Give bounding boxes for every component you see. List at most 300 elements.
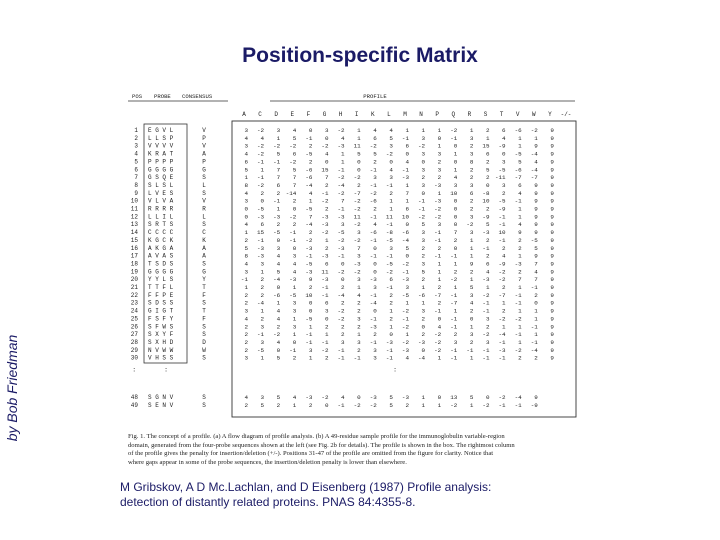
row-probe: R R R R — [148, 205, 174, 213]
matrix-cell: 6 — [389, 276, 393, 284]
row-consensus: T — [202, 284, 206, 291]
matrix-cell: -3 — [257, 213, 265, 221]
matrix-cell: 1 — [260, 166, 265, 174]
matrix-cell: 6 — [405, 142, 409, 150]
matrix-cell: 2 — [244, 346, 248, 354]
matrix-cell: 1 — [357, 331, 361, 339]
row-probe: L V E S — [148, 189, 174, 197]
matrix-cell: -2 — [418, 213, 426, 221]
row-probe: K G C K — [148, 236, 174, 244]
matrix-cell: 8 — [469, 158, 474, 166]
matrix-cell: 3 — [502, 181, 506, 189]
caption-line: domain, generated from the four-probe sequences shown at the left (see Fig. 2b for details). The profile is shown in the box. The rightmost column — [128, 441, 515, 449]
matrix-cell: 1 — [421, 299, 426, 307]
matrix-cell: -2 — [434, 205, 442, 213]
matrix-cell: 6 — [518, 181, 522, 189]
caption-line: where gaps appear in some of the probe sequences, the insertion/deletion penalty is lower than elsewhere. — [128, 458, 407, 466]
matrix-cell: 5 — [276, 268, 281, 276]
matrix-cell: 3 — [421, 229, 426, 237]
profile-matrix-svg — [120, 88, 585, 428]
matrix-cell: 4 — [260, 134, 265, 142]
matrix-cell: 2 — [437, 158, 442, 166]
matrix-cell: 4 — [244, 260, 248, 268]
amino-acid-label: A — [242, 111, 246, 118]
row-probe: G G G G — [148, 268, 174, 276]
matrix-cell: 4 — [437, 323, 442, 331]
matrix-cell: -8 — [482, 189, 490, 197]
row-position: 10 — [130, 197, 138, 205]
matrix-cell: 4 — [389, 166, 393, 174]
matrix-cell: 0 — [324, 315, 329, 323]
matrix-cell: 2 — [292, 354, 297, 362]
matrix-cell: 2 — [469, 307, 474, 315]
matrix-cell: 0 — [373, 244, 377, 252]
matrix-cell: 2 — [260, 291, 265, 299]
matrix-cell: -2 — [434, 213, 442, 221]
matrix-cell: -2 — [401, 260, 409, 268]
matrix-cell: 2 — [324, 323, 329, 331]
matrix-cell: 3 — [260, 393, 265, 401]
ellipsis: : — [393, 366, 397, 374]
matrix-cell: 2 — [308, 401, 313, 409]
row-position: 15 — [130, 236, 138, 244]
matrix-cell: 1 — [292, 284, 297, 291]
row-probe: G G G G — [148, 166, 174, 174]
row-probe: V H S S — [148, 354, 174, 362]
amino-acid-label: Y — [548, 111, 552, 118]
matrix-cell: 4 — [276, 252, 281, 260]
matrix-cell: 3 — [357, 338, 361, 346]
matrix-cell: 9 — [534, 229, 538, 237]
caption-line: of the profile gives the penalty for insertion/deletion (+/-). Positions 31-47 of the profile are omitted from the figure for clarity. Notice that — [128, 450, 494, 457]
matrix-cell: -3 — [401, 393, 409, 401]
row-consensus: S — [202, 331, 206, 339]
matrix-cell: -4 — [369, 299, 377, 307]
row-consensus: A — [202, 150, 206, 158]
header-consensus: CONSENSUS — [182, 93, 213, 100]
matrix-cell: 3 — [405, 284, 409, 291]
matrix-cell: 9 — [550, 236, 554, 244]
matrix-cell: 3 — [357, 229, 361, 237]
matrix-cell: 7 — [357, 244, 361, 252]
row-probe: C C C C — [148, 229, 174, 237]
matrix-cell: 4 — [244, 150, 248, 158]
matrix-cell: 0 — [421, 189, 426, 197]
matrix-cell: -6 — [514, 166, 522, 174]
matrix-cell: -1 — [498, 354, 506, 362]
matrix-cell: 4 — [276, 260, 281, 268]
matrix-cell: 2 — [534, 354, 538, 362]
matrix-cell: 3 — [469, 213, 474, 221]
row-consensus: S — [202, 299, 206, 307]
matrix-cell: -3 — [321, 276, 329, 284]
amino-acid-label: F — [306, 111, 311, 118]
matrix-cell: 3 — [292, 307, 297, 315]
matrix-cell: 1 — [292, 315, 297, 323]
matrix-cell: 0 — [534, 299, 538, 307]
matrix-cell: 1 — [534, 134, 538, 142]
row-position: 9 — [134, 189, 138, 197]
matrix-cell: -1 — [257, 158, 265, 166]
matrix-cell: 2 — [389, 299, 393, 307]
matrix-cell: 1 — [469, 244, 474, 252]
matrix-cell: 0 — [405, 252, 409, 260]
matrix-cell: 0 — [453, 213, 458, 221]
matrix-cell: 6 — [244, 158, 248, 166]
matrix-cell: -1 — [514, 401, 522, 409]
amino-acid-label: D — [274, 111, 279, 118]
matrix-cell: -4 — [401, 236, 409, 244]
matrix-cell: 10 — [401, 213, 409, 221]
matrix-cell: 5 — [276, 354, 281, 362]
matrix-cell: 0 — [357, 393, 361, 401]
matrix-cell: 9 — [550, 197, 554, 205]
matrix-cell: 5 — [292, 134, 297, 142]
row-consensus: G — [202, 166, 206, 174]
matrix-cell: 2 — [276, 189, 281, 197]
matrix-cell: -1 — [434, 236, 442, 244]
matrix-cell: 7 — [405, 189, 409, 197]
matrix-cell: 2 — [502, 307, 506, 315]
matrix-cell: 3 — [357, 315, 361, 323]
row-consensus: V — [202, 127, 206, 134]
matrix-cell: 2 — [469, 197, 474, 205]
matrix-cell: 6 — [276, 181, 281, 189]
matrix-cell: 0 — [341, 276, 345, 284]
matrix-cell: 5 — [485, 221, 490, 229]
matrix-cell: -1 — [514, 331, 522, 339]
matrix-cell: -3 — [369, 276, 377, 284]
row-position: 24 — [130, 307, 138, 315]
matrix-cell: -4 — [514, 393, 522, 401]
matrix-cell: -5 — [498, 166, 506, 174]
matrix-cell: -1 — [466, 346, 474, 354]
row-probe: T T F L — [148, 284, 174, 291]
matrix-cell: 2 — [292, 197, 297, 205]
matrix-cell: 0 — [453, 244, 458, 252]
row-consensus: L — [202, 213, 206, 221]
matrix-cell: 2 — [357, 299, 361, 307]
matrix-cell: 1 — [437, 401, 442, 409]
matrix-cell: -9 — [498, 142, 506, 150]
row-consensus: P — [202, 158, 206, 166]
matrix-cell: 5 — [534, 244, 538, 252]
matrix-cell: 2 — [485, 205, 490, 213]
row-probe: S X H D — [148, 338, 174, 346]
row-consensus: P — [202, 134, 206, 142]
matrix-cell: -1 — [482, 244, 490, 252]
matrix-cell: -4 — [530, 166, 538, 174]
matrix-cell: 3 — [437, 166, 442, 174]
matrix-cell: 2 — [534, 291, 538, 299]
matrix-cell: -7 — [434, 291, 442, 299]
row-probe: F S F Y — [148, 315, 174, 323]
matrix-cell: -3 — [498, 346, 506, 354]
matrix-cell: -1 — [434, 229, 442, 237]
matrix-cell: -2 — [321, 142, 329, 150]
matrix-cell: 5 — [518, 158, 522, 166]
matrix-cell: 3 — [421, 166, 426, 174]
matrix-cell: -1 — [418, 197, 426, 205]
matrix-cell: 0 — [437, 393, 442, 401]
matrix-cell: -2 — [401, 323, 409, 331]
matrix-cell: 3 — [260, 338, 265, 346]
matrix-cell: 0 — [485, 181, 490, 189]
matrix-cell: 0 — [453, 205, 458, 213]
matrix-cell: 9 — [550, 142, 554, 150]
matrix-cell: -3 — [514, 260, 522, 268]
matrix-cell: 9 — [550, 213, 554, 221]
matrix-cell: -2 — [434, 346, 442, 354]
matrix-cell: 5 — [421, 268, 426, 276]
matrix-cell: 2 — [453, 268, 458, 276]
matrix-cell: -1 — [450, 354, 458, 362]
matrix-cell: 2 — [502, 284, 506, 291]
matrix-cell: 2 — [485, 252, 490, 260]
matrix-cell: -3 — [401, 276, 409, 284]
matrix-cell: 5 — [260, 401, 265, 409]
row-consensus: K — [202, 236, 206, 244]
matrix-cell: -9 — [482, 213, 490, 221]
matrix-cell: -1 — [321, 284, 329, 291]
matrix-cell: 1 — [324, 236, 329, 244]
matrix-cell: 2 — [260, 189, 265, 197]
matrix-cell: 0 — [453, 142, 458, 150]
matrix-cell: 15 — [321, 166, 329, 174]
matrix-cell: 1 — [518, 284, 522, 291]
matrix-cell: 1 — [421, 401, 426, 409]
matrix-cell: 0 — [469, 315, 474, 323]
matrix-cell: 9 — [550, 127, 554, 134]
matrix-cell: 3 — [292, 252, 297, 260]
matrix-cell: -2 — [401, 338, 409, 346]
row-probe: V L V A — [148, 197, 174, 205]
matrix-cell: -1 — [385, 284, 393, 291]
matrix-cell: -4 — [418, 354, 426, 362]
matrix-cell: 9 — [550, 221, 554, 229]
matrix-cell: -1 — [482, 307, 490, 315]
matrix-cell: 2 — [373, 158, 377, 166]
matrix-cell: -3 — [418, 338, 426, 346]
matrix-cell: 10 — [450, 189, 458, 197]
matrix-cell: 1 — [469, 276, 474, 284]
matrix-cell: 0 — [308, 127, 313, 134]
matrix-cell: -2 — [353, 197, 361, 205]
matrix-cell: -1 — [434, 252, 442, 260]
matrix-cell: -1 — [337, 401, 345, 409]
matrix-cell: -3 — [434, 181, 442, 189]
matrix-cell: 0 — [341, 260, 345, 268]
matrix-cell: -7 — [514, 174, 522, 182]
matrix-cell: 8 — [244, 252, 248, 260]
matrix-cell: 1 — [518, 134, 522, 142]
matrix-cell: 1 — [308, 323, 313, 331]
row-consensus: S — [202, 174, 206, 182]
matrix-cell: -2 — [289, 213, 297, 221]
matrix-cell: -1 — [530, 284, 538, 291]
matrix-cell: -1 — [305, 134, 313, 142]
row-position: 20 — [130, 276, 138, 284]
row-position: 8 — [134, 181, 138, 189]
matrix-cell: -1 — [385, 346, 393, 354]
matrix-cell: -2 — [321, 393, 329, 401]
matrix-cell: 3 — [389, 174, 393, 182]
matrix-cell: 1 — [260, 268, 265, 276]
matrix-cell: 6 — [373, 134, 377, 142]
row-position: 19 — [130, 268, 138, 276]
matrix-cell: 3 — [421, 307, 426, 315]
matrix-cell: 2 — [260, 276, 265, 284]
matrix-cell: 2 — [485, 127, 490, 134]
matrix-cell: -2 — [273, 331, 281, 339]
matrix-cell: -2 — [434, 331, 442, 339]
matrix-cell: 3 — [357, 252, 361, 260]
matrix-cell: -1 — [434, 307, 442, 315]
matrix-cell: 3 — [373, 354, 377, 362]
matrix-cell: -1 — [401, 315, 409, 323]
row-consensus: S — [202, 260, 206, 268]
matrix-cell: 3 — [324, 127, 329, 134]
matrix-cell: -1 — [240, 276, 248, 284]
matrix-cell: 0 — [405, 150, 409, 158]
matrix-cell: -1 — [385, 252, 393, 260]
matrix-cell: 2 — [324, 205, 329, 213]
matrix-cell: 9 — [550, 284, 554, 291]
matrix-cell: -1 — [401, 166, 409, 174]
matrix-cell: -6 — [305, 174, 313, 182]
matrix-cell: 4 — [389, 127, 393, 134]
matrix-cell: 9 — [550, 346, 554, 354]
row-consensus: F — [202, 291, 206, 299]
matrix-cell: 1 — [405, 331, 409, 339]
matrix-cell: -2 — [353, 401, 361, 409]
row-consensus: D — [202, 338, 206, 346]
matrix-cell: 2 — [324, 181, 329, 189]
matrix-cell: 3 — [357, 276, 361, 284]
matrix-cell: 1 — [308, 354, 313, 362]
matrix-cell: 4 — [502, 134, 506, 142]
matrix-cell: 4 — [518, 221, 522, 229]
matrix-cell: 9 — [550, 268, 554, 276]
matrix-cell: -5 — [305, 315, 313, 323]
matrix-cell: 9 — [550, 205, 554, 213]
matrix-cell: -3 — [257, 244, 265, 252]
matrix-cell: -1 — [401, 134, 409, 142]
matrix-cell: 2 — [437, 299, 442, 307]
matrix-cell: 1 — [389, 205, 393, 213]
matrix-cell: 1 — [534, 331, 538, 339]
matrix-cell: -3 — [385, 338, 393, 346]
matrix-cell: 9 — [550, 229, 554, 237]
matrix-cell: -1 — [257, 174, 265, 182]
amino-acid-label: T — [499, 111, 504, 118]
matrix-cell: -2 — [321, 346, 329, 354]
matrix-cell: -1 — [369, 213, 377, 221]
matrix-cell: 1 — [421, 127, 426, 134]
matrix-cell: 3 — [421, 260, 426, 268]
matrix-cell: -1 — [369, 181, 377, 189]
slide-title: Position-specific Matrix — [242, 44, 478, 67]
matrix-cell: -2 — [353, 236, 361, 244]
row-probe: Y Y L S — [148, 276, 174, 284]
matrix-cell: -1 — [353, 354, 361, 362]
header-pos: POS — [132, 93, 143, 100]
matrix-cell: 1 — [292, 331, 297, 339]
matrix-cell: 4 — [276, 315, 281, 323]
matrix-cell: 2 — [341, 331, 345, 339]
matrix-cell: -3 — [401, 174, 409, 182]
matrix-cell: -1 — [385, 354, 393, 362]
matrix-cell: 9 — [550, 158, 554, 166]
matrix-cell: -3 — [257, 252, 265, 260]
matrix-cell: -1 — [498, 401, 506, 409]
matrix-cell: 4 — [485, 268, 490, 276]
matrix-cell: 3 — [292, 323, 297, 331]
matrix-cell: -1 — [337, 346, 345, 354]
row-consensus: W — [202, 346, 206, 354]
matrix-cell: 2 — [276, 401, 281, 409]
matrix-cell: 13 — [450, 393, 458, 401]
matrix-cell: 7 — [308, 213, 313, 221]
row-consensus: S — [202, 189, 206, 197]
matrix-cell: 1 — [405, 181, 409, 189]
matrix-cell: 11 — [353, 213, 361, 221]
matrix-cell: 5 — [469, 393, 474, 401]
matrix-cell: 7 — [453, 229, 458, 237]
matrix-cell: 2 — [373, 331, 377, 339]
matrix-cell: 0 — [244, 205, 248, 213]
matrix-cell: -4 — [498, 331, 506, 339]
matrix-cell: -1 — [450, 346, 458, 354]
amino-acid-label: L — [387, 111, 391, 118]
matrix-cell: -2 — [353, 174, 361, 182]
matrix-cell: 6 — [502, 127, 506, 134]
matrix-cell: 2 — [244, 338, 248, 346]
matrix-cell: 3 — [373, 284, 377, 291]
amino-acid-label: Q — [451, 111, 456, 118]
matrix-cell: 1 — [244, 229, 248, 237]
matrix-cell: 3 — [244, 307, 248, 315]
matrix-cell: 2 — [437, 174, 442, 182]
amino-acid-label: -/- — [560, 111, 572, 118]
matrix-cell: 4 — [244, 189, 248, 197]
matrix-cell: 9 — [550, 134, 554, 142]
matrix-cell: 0 — [357, 158, 361, 166]
matrix-cell: 1 — [405, 299, 409, 307]
matrix-cell: -2 — [450, 401, 458, 409]
row-consensus: V — [202, 142, 206, 150]
matrix-cell: -2 — [450, 127, 458, 134]
matrix-cell: -5 — [385, 260, 393, 268]
matrix-cell: 1 — [437, 276, 442, 284]
matrix-cell: 4 — [373, 221, 377, 229]
matrix-cell: 9 — [534, 252, 538, 260]
matrix-cell: 1 — [502, 323, 506, 331]
citation-line-1: M Gribskov, A D Mc.Lachlan, and D Eisenberg (1987) Profile analysis: — [120, 480, 492, 494]
matrix-cell: 0 — [453, 197, 458, 205]
matrix-cell: 2 — [308, 284, 313, 291]
matrix-cell: -2 — [289, 158, 297, 166]
matrix-cell: 2 — [276, 323, 281, 331]
matrix-cell: 1 — [518, 142, 522, 150]
matrix-cell: 0 — [373, 260, 377, 268]
matrix-cell: 9 — [534, 142, 538, 150]
matrix-cell: 0 — [389, 331, 393, 339]
row-position: 13 — [130, 221, 138, 229]
matrix-cell: -2 — [369, 189, 377, 197]
matrix-cell: -3 — [369, 323, 377, 331]
matrix-cell: 0 — [276, 346, 281, 354]
